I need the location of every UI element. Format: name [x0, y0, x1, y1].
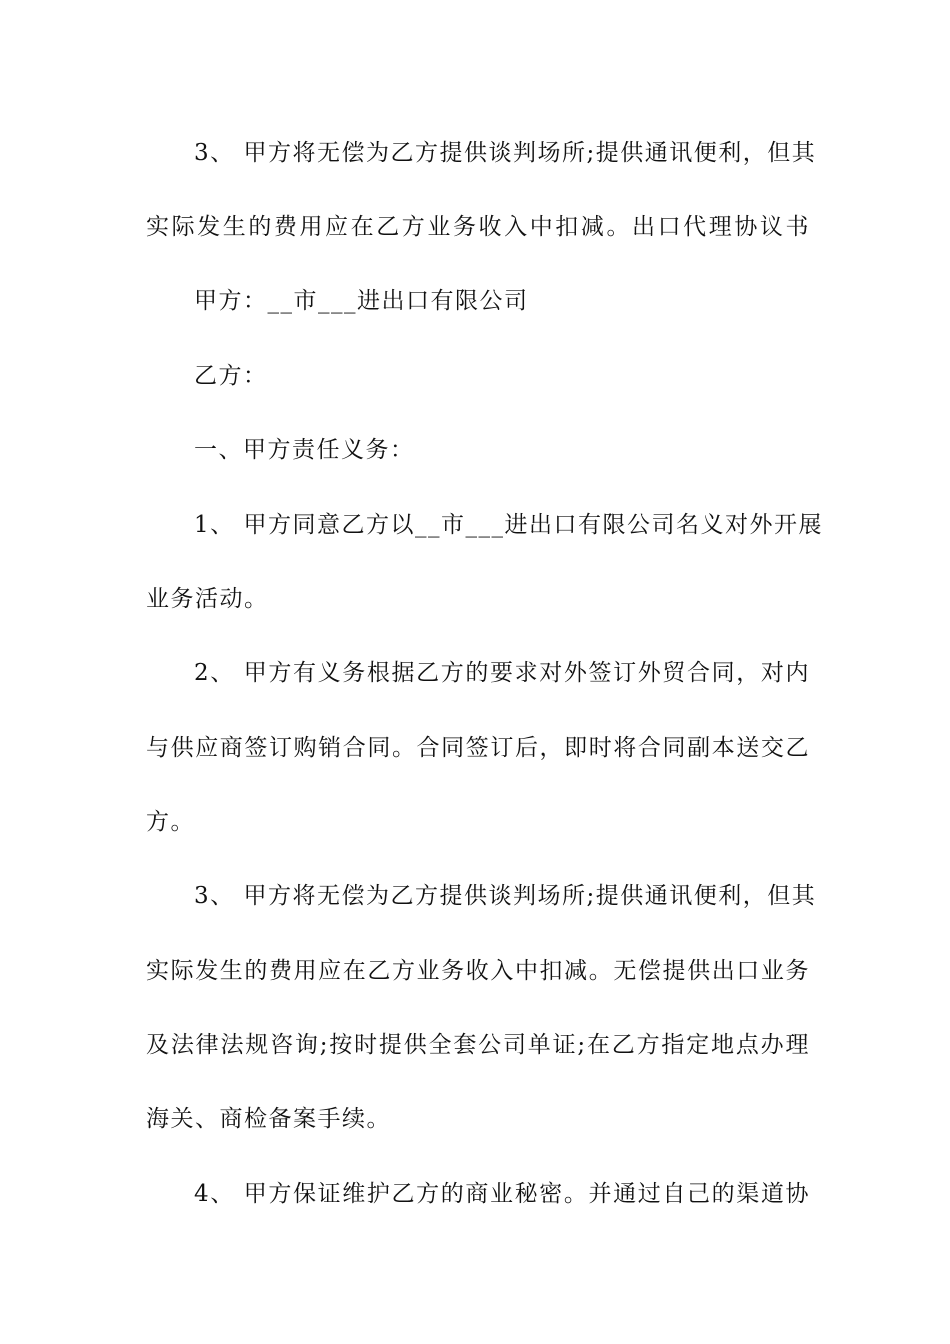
paragraph-line: 3、 甲方将无偿为乙方提供谈判场所;提供通讯便利，但其 [194, 883, 817, 909]
section-heading: 一、甲方责任义务： [194, 437, 415, 463]
paragraph-line: 4、 甲方保证维护乙方的商业秘密。并通过自己的渠道协 [194, 1181, 810, 1207]
paragraph-line: 2、 甲方有义务根据乙方的要求对外签订外贸合同，对内 [194, 660, 810, 686]
party-a-line: 甲方：__市___进出口有限公司 [194, 288, 529, 314]
paragraph-line: 3、 甲方将无偿为乙方提供谈判场所;提供通讯便利，但其 [194, 140, 817, 166]
paragraph-line: 方。 [146, 809, 195, 835]
paragraph-line: 1、 甲方同意乙方以__市___进出口有限公司名义对外开展 [194, 512, 823, 538]
paragraph-line: 与供应商签订购销合同。合同签订后，即时将合同副本送交乙 [146, 735, 810, 761]
paragraph-line: 海关、商检备案手续。 [146, 1106, 391, 1132]
paragraph-line: 业务活动。 [146, 586, 269, 612]
paragraph-line: 实际发生的费用应在乙方业务收入中扣减。无偿提供出口业务 [146, 958, 810, 984]
party-b-line: 乙方： [194, 363, 268, 389]
paragraph-line: 实际发生的费用应在乙方业务收入中扣减。出口代理协议书 [146, 214, 810, 240]
paragraph-line: 及法律法规咨询;按时提供全套公司单证;在乙方指定地点办理 [146, 1032, 810, 1058]
